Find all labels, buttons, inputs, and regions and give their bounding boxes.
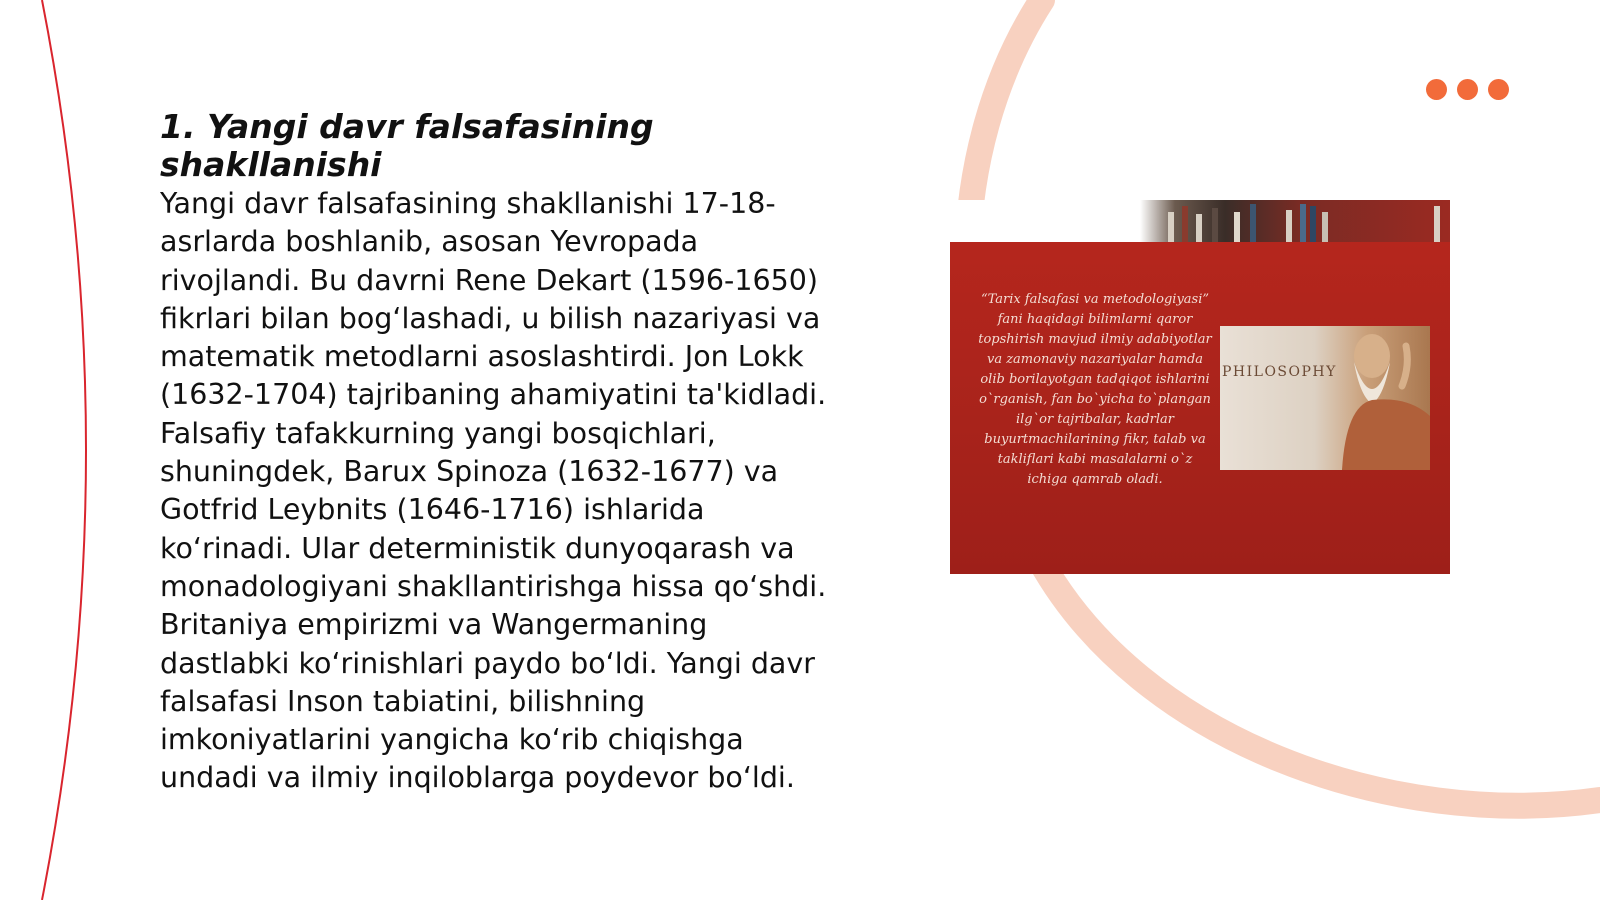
- philosopher-figure: [1332, 326, 1430, 470]
- slide-title: 1. Yangi davr falsafasining shakllanishi: [160, 107, 654, 184]
- slide-picture: [950, 200, 1450, 574]
- dot-2: [1457, 79, 1478, 100]
- red-panel: [950, 242, 1450, 574]
- left-red-curve: [42, 0, 86, 900]
- picture-caption: “Tarix falsafasi va metodologiyasi” fani haqidagi bilimlarni qaror topshirish mavjud ilmiy adabiyotlar va zamonaviy nazariyalar hamda olib borilayotgan tadqiqot ishlarini o`rganish, fan bo`yicha to`plangan ilg`or tajribalar, kadrlar buyurtmachilarining fikr, talab va takliflari kabi masalalarni o`z ichiga qamrab oladi.: [978, 292, 1212, 487]
- decorative-dots: [1426, 79, 1509, 100]
- philosophy-word: PHILOSOPHY: [1222, 364, 1337, 380]
- dot-3: [1488, 79, 1509, 100]
- philosophy-image: [1220, 326, 1430, 470]
- slide-body-text: Yangi davr falsafasining shakllanishi 17-18-asrlarda boshlanib, asosan Yevropada rivojlandi. Bu davrni Rene Dekart (1596-1650) fikrlari bilan bog‘lashadi, u bilish nazariyasi va matematik metodlarni asoslashtirdi. Jon Lokk (1632-1704) tajribaning ahamiyatini ta'kidladi. Falsafiy tafakkurning yangi bosqichlari, shuningdek, Barux Spinoza (1632-1677) va Gotfrid Leybnits (1646-1716) ishlarida ko‘rinadi. Ular deterministik dunyoqarash va monadologiyani shakllantirishga hissa qo‘shdi. Britaniya empirizmi va Wangermaning dastlabki ko‘rinishlari paydo bo‘ldi. Yangi davr falsafasi Inson tabiatini, bilishning imkoniyatlarini yangicha ko‘rib chiqishga undadi va ilmiy inqiloblarga poydevor bo‘ldi.: [160, 187, 827, 795]
- dot-1: [1426, 79, 1447, 100]
- bookshelf-strip: [950, 200, 1450, 242]
